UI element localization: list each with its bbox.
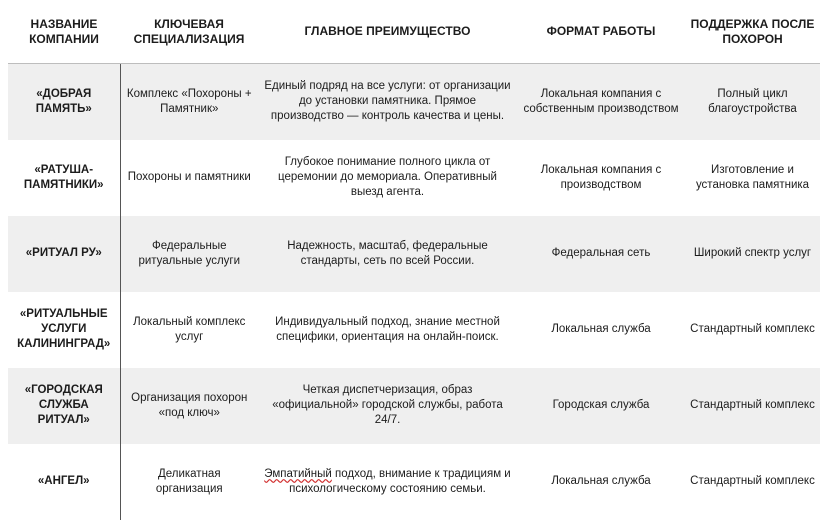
company-name: «РАТУША-ПАМЯТНИКИ» [8,140,120,216]
advantage-cell: Надежность, масштаб, федеральные стандарты, сеть по всей России. [258,216,517,292]
header-row [8,0,820,64]
specialization-cell: Деликатная организация [155,467,223,495]
company-name: «АНГЕЛ» [8,444,120,520]
advantage-cell [258,444,517,520]
table-body [8,64,820,520]
table-row [8,368,820,444]
company-name: «ДОБРАЯ ПАМЯТЬ» [8,64,120,140]
specialization-cell: Организация похорон «под ключ» [120,368,258,444]
header-company-name: НАЗВАНИЕ КОМПАНИИ [8,0,120,64]
advantage-cell: Глубокое понимание полного цикла от церемонии до мемориала. Оперативный выезд агента. [278,156,497,198]
advantage-cell: Индивидуальный подход, знание местной специфики, ориентация на онлайн-поиск. [275,315,500,343]
table-row [8,140,820,216]
format-cell: Городская служба [517,368,685,444]
table-row [8,216,820,292]
format-cell: Локальная служба [551,323,651,335]
header-work-format: ФОРМАТ РАБОТЫ [517,0,685,64]
table-row [8,292,820,368]
specialization-cell: Похороны и памятники [127,171,251,183]
table-row [8,64,820,140]
advantage-cell: Единый подряд на все услуги: от организации до установки памятника. Прямое производство — контроль качества и цены. [258,64,517,140]
header-advantage: ГЛАВНОЕ ПРЕИМУЩЕСТВО [258,0,517,64]
format-cell: Локальная служба [551,475,651,487]
table-header [8,0,820,64]
support-cell: Стандартный комплекс [690,475,815,487]
header-specialization: КЛЮЧЕВАЯ СПЕЦИАЛИЗАЦИЯ [120,0,258,64]
format-cell: Федеральная сеть [517,216,685,292]
comparison-table-wrapper [8,0,820,520]
support-cell: Широкий спектр услуг [685,216,820,292]
format-cell: Локальная компания с собственным производством [517,64,685,140]
comparison-table [8,0,820,520]
support-cell: Стандартный комплекс [685,368,820,444]
header-post-funeral-support: ПОДДЕРЖКА ПОСЛЕ ПОХОРОН [685,0,820,64]
advantage-text: подход, внимание к традициям и психологическому состоянию семьи. [289,467,511,495]
support-cell: Стандартный комплекс [690,323,815,335]
table-row [8,444,820,520]
spellcheck-flagged-word[interactable]: Эмпатийный [264,467,332,480]
format-cell: Локальная компания с производством [540,163,662,191]
specialization-cell: Комплекс «Похороны + Памятник» [120,64,258,140]
advantage-cell: Четкая диспетчеризация, образ «официальной» городской службы, работа 24/7. [258,368,517,444]
specialization-cell: Локальный комплекс услуг [133,315,246,343]
specialization-cell: Федеральные ритуальные услуги [120,216,258,292]
company-name: «РИТУАЛ РУ» [8,216,120,292]
support-cell: Изготовление и установка памятника [695,163,810,191]
support-cell: Полный цикл благоустройства [685,64,820,140]
company-name: «РИТУАЛЬНЫЕ УСЛУГИ КАЛИНИНГРАД» [8,292,120,368]
company-name: «ГОРОДСКАЯ СЛУЖБА РИТУАЛ» [8,368,120,444]
